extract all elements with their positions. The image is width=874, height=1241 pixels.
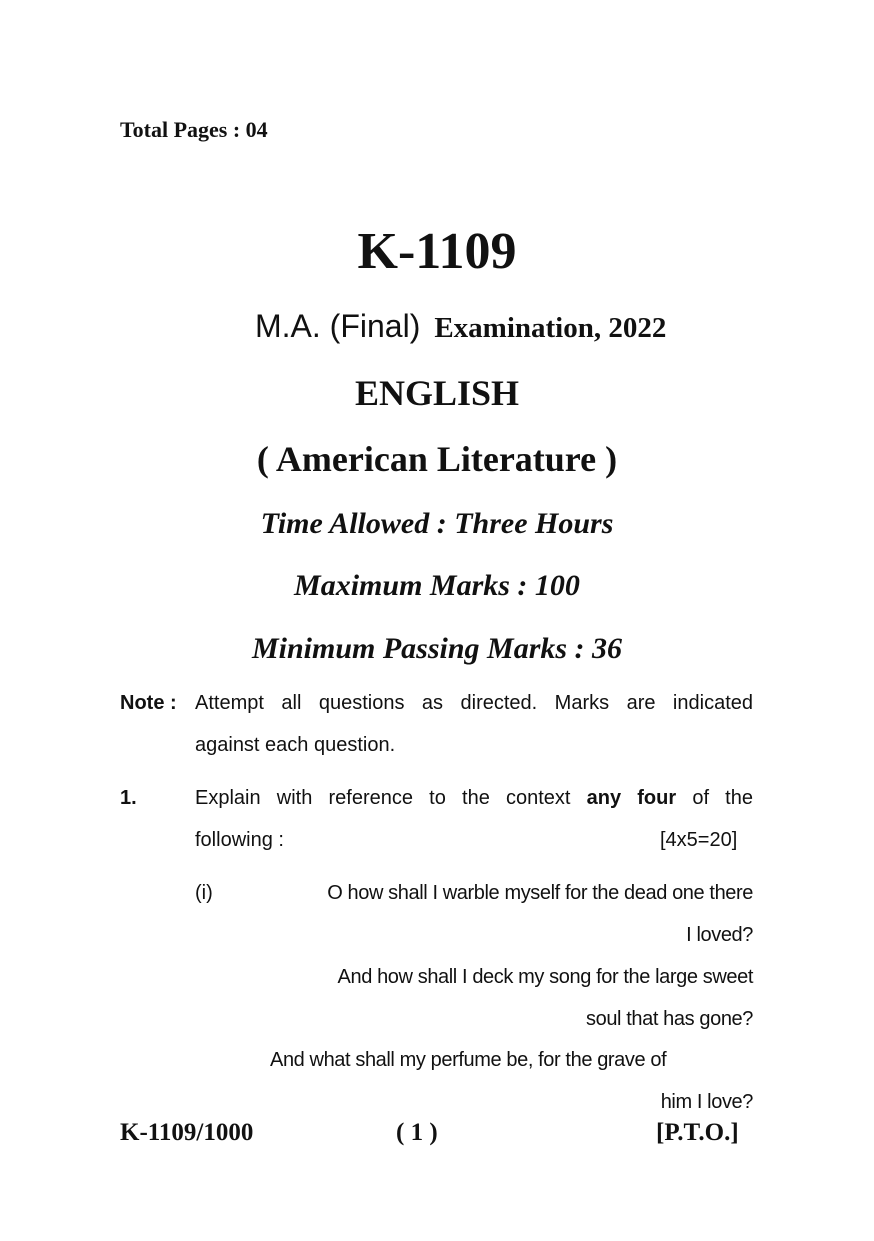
subject: ENGLISH [354,373,520,413]
verse-line: I loved? [686,924,753,946]
total-pages: Total Pages : 04 [120,117,268,142]
examination-year: Examination, 2022 [434,312,667,344]
question-text-start: Explain with reference to the context [195,787,587,809]
note-label: Note : [120,692,177,714]
footer-pto: [P.T.O.] [656,1119,739,1146]
question-text-line2: following : [195,829,284,851]
note-text-line2: against each question. [195,734,396,756]
exam-line [255,308,666,345]
sub-question-label: (i) [195,882,213,904]
verse-line: him I love? [660,1091,753,1113]
course-name: M.A. (Final) [255,308,421,344]
question-text-bold: any four [586,787,677,809]
question-marks: [4x5=20] [660,829,738,851]
footer-paper-code: K-1109/1000 [120,1119,254,1146]
verse-line: And what shall my perfume be, for the grave of [270,1049,667,1071]
time-allowed: Time Allowed : Three Hours [260,507,614,540]
maximum-marks: Maximum Marks : 100 [294,569,580,602]
question-number: 1. [120,787,137,809]
paper-title: ( American Literature ) [256,439,618,479]
question-text-end: of the [676,787,753,809]
footer-page-number: ( 1 ) [396,1119,438,1146]
verse-line: And how shall I deck my song for the large sweet [337,966,753,988]
question-text-line1 [195,787,753,810]
note-text-line1: Attempt all questions as directed. Marks are indicated [195,692,753,714]
verse-line: O how shall I warble myself for the dead one there [327,882,753,904]
paper-code: K-1109 [357,223,517,280]
minimum-marks: Minimum Passing Marks : 36 [251,632,623,665]
verse-line: soul that has gone? [586,1008,753,1030]
